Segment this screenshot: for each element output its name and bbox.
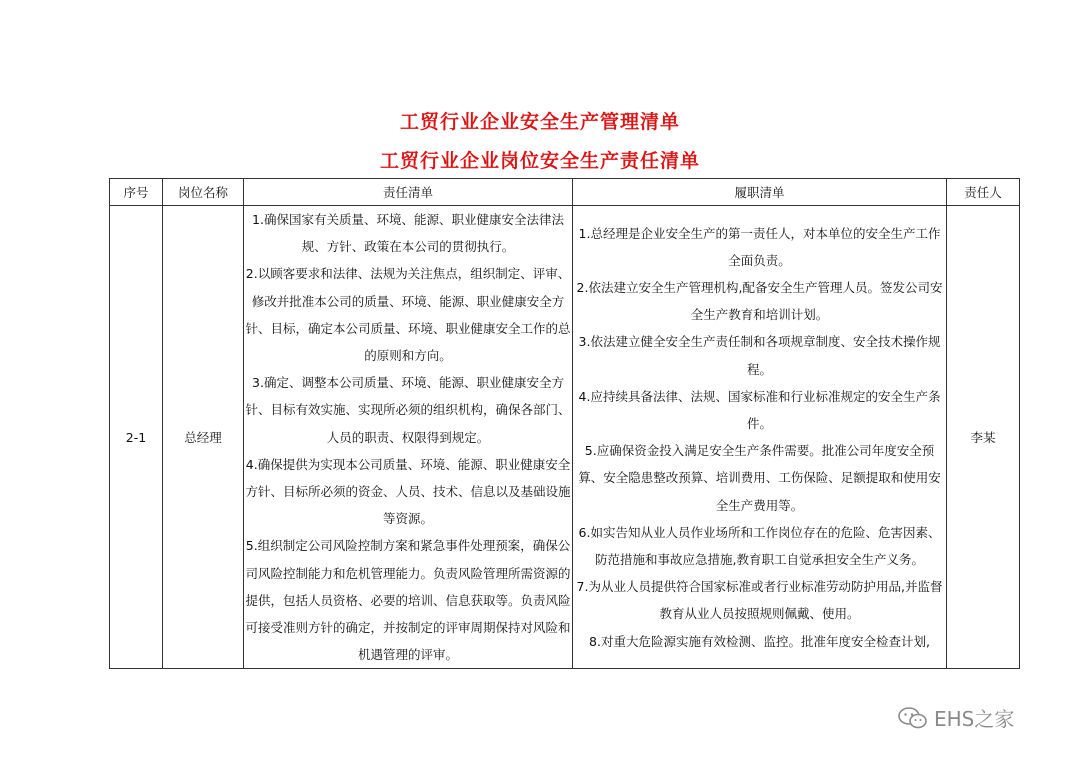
cell-responsibilities <box>244 206 573 669</box>
cell-position: 总经理 <box>163 206 244 669</box>
header-serial: 序号 <box>110 179 163 206</box>
duty-item: 8.对重大危险源实施有效检测、监控。批准年度安全检查计划, <box>589 633 930 649</box>
table-row <box>110 206 1020 669</box>
document-title: 工贸行业企业安全生产管理清单 <box>399 111 680 133</box>
duty-item: 6.如实告知从业人员作业场所和工作岗位存在的危险、危害因素、防范措施和事故应急措施,教育职工自觉承担安全生产义务。 <box>578 524 941 568</box>
document-subtitle: 工贸行业企业岗位安全生产责任清单 <box>379 150 700 172</box>
duty-item: 2.依法建立安全生产管理机构,配备安全生产管理人员。签发公司安全生产教育和培训计划。 <box>576 280 943 323</box>
responsibility-item: 1.确保国家有关质量、环境、能源、职业健康安全法律法规、方针、政策在本公司的贯彻执行。 <box>252 212 564 255</box>
cell-serial: 2-1 <box>110 206 163 669</box>
header-responsibilities: 责任清单 <box>244 179 573 206</box>
header-position: 岗位名称 <box>163 179 244 206</box>
cell-duties <box>573 206 947 669</box>
duty-item: 4.应持续具备法律、法规、国家标准和行业标准规定的安全生产条件。 <box>578 388 941 432</box>
responsibility-item: 5.组织制定公司风险控制方案和紧急事件处理预案，确保公司风险控制能力和危机管理能力。负责风险管理所需资源的提供，包括人员资格、必要的培训、信息获取等。负责风险可接受准则方针的确定，并按制定的评审周期保持对风险和机遇管理的评审。 <box>245 538 571 663</box>
cell-person: 李某 <box>947 206 1020 669</box>
responsibility-table <box>109 178 1020 669</box>
duty-item: 1.总经理是企业安全生产的第一责任人，对本单位的安全生产工作全面负责。 <box>578 225 941 268</box>
table-header-row <box>110 179 1020 206</box>
watermark-text: EHS之家 <box>934 707 1015 731</box>
responsibility-item: 2.以顾客要求和法律、法规为关注焦点，组织制定、评审、修改并批准本公司的质量、环境、能源、职业健康安全方针、目标，确定本公司质量、环境、职业健康安全工作的总的原则和方向。 <box>245 266 571 364</box>
watermark <box>898 703 1014 732</box>
duty-item: 7.为从业人员提供符合国家标准或者行业标准劳动防护用品,并监督教育从业人员按照规则佩戴、使用。 <box>576 579 943 622</box>
header-duties: 履职清单 <box>573 179 947 206</box>
header-person: 责任人 <box>947 179 1020 206</box>
wechat-icon <box>898 706 928 730</box>
responsibility-item: 4.确保提供为实现本公司质量、环境、能源、职业健康安全方针、目标所必须的资金、人员、技术、信息以及基础设施等资源。 <box>245 456 571 527</box>
duty-item: 5.应确保资金投入满足安全生产条件需要。批准公司年度安全预算、安全隐患整改预算、培训费用、工伤保险、足额提取和使用安全生产费用等。 <box>578 443 941 513</box>
duty-item: 3.依法建立健全安全生产责任制和各项规章制度、安全技术操作规程。 <box>578 334 941 377</box>
responsibility-item: 3.确定、调整本公司质量、环境、能源、职业健康安全方针、目标有效实施、实现所必须的组织机构，确保各部门、人员的职责、权限得到规定。 <box>245 375 571 445</box>
